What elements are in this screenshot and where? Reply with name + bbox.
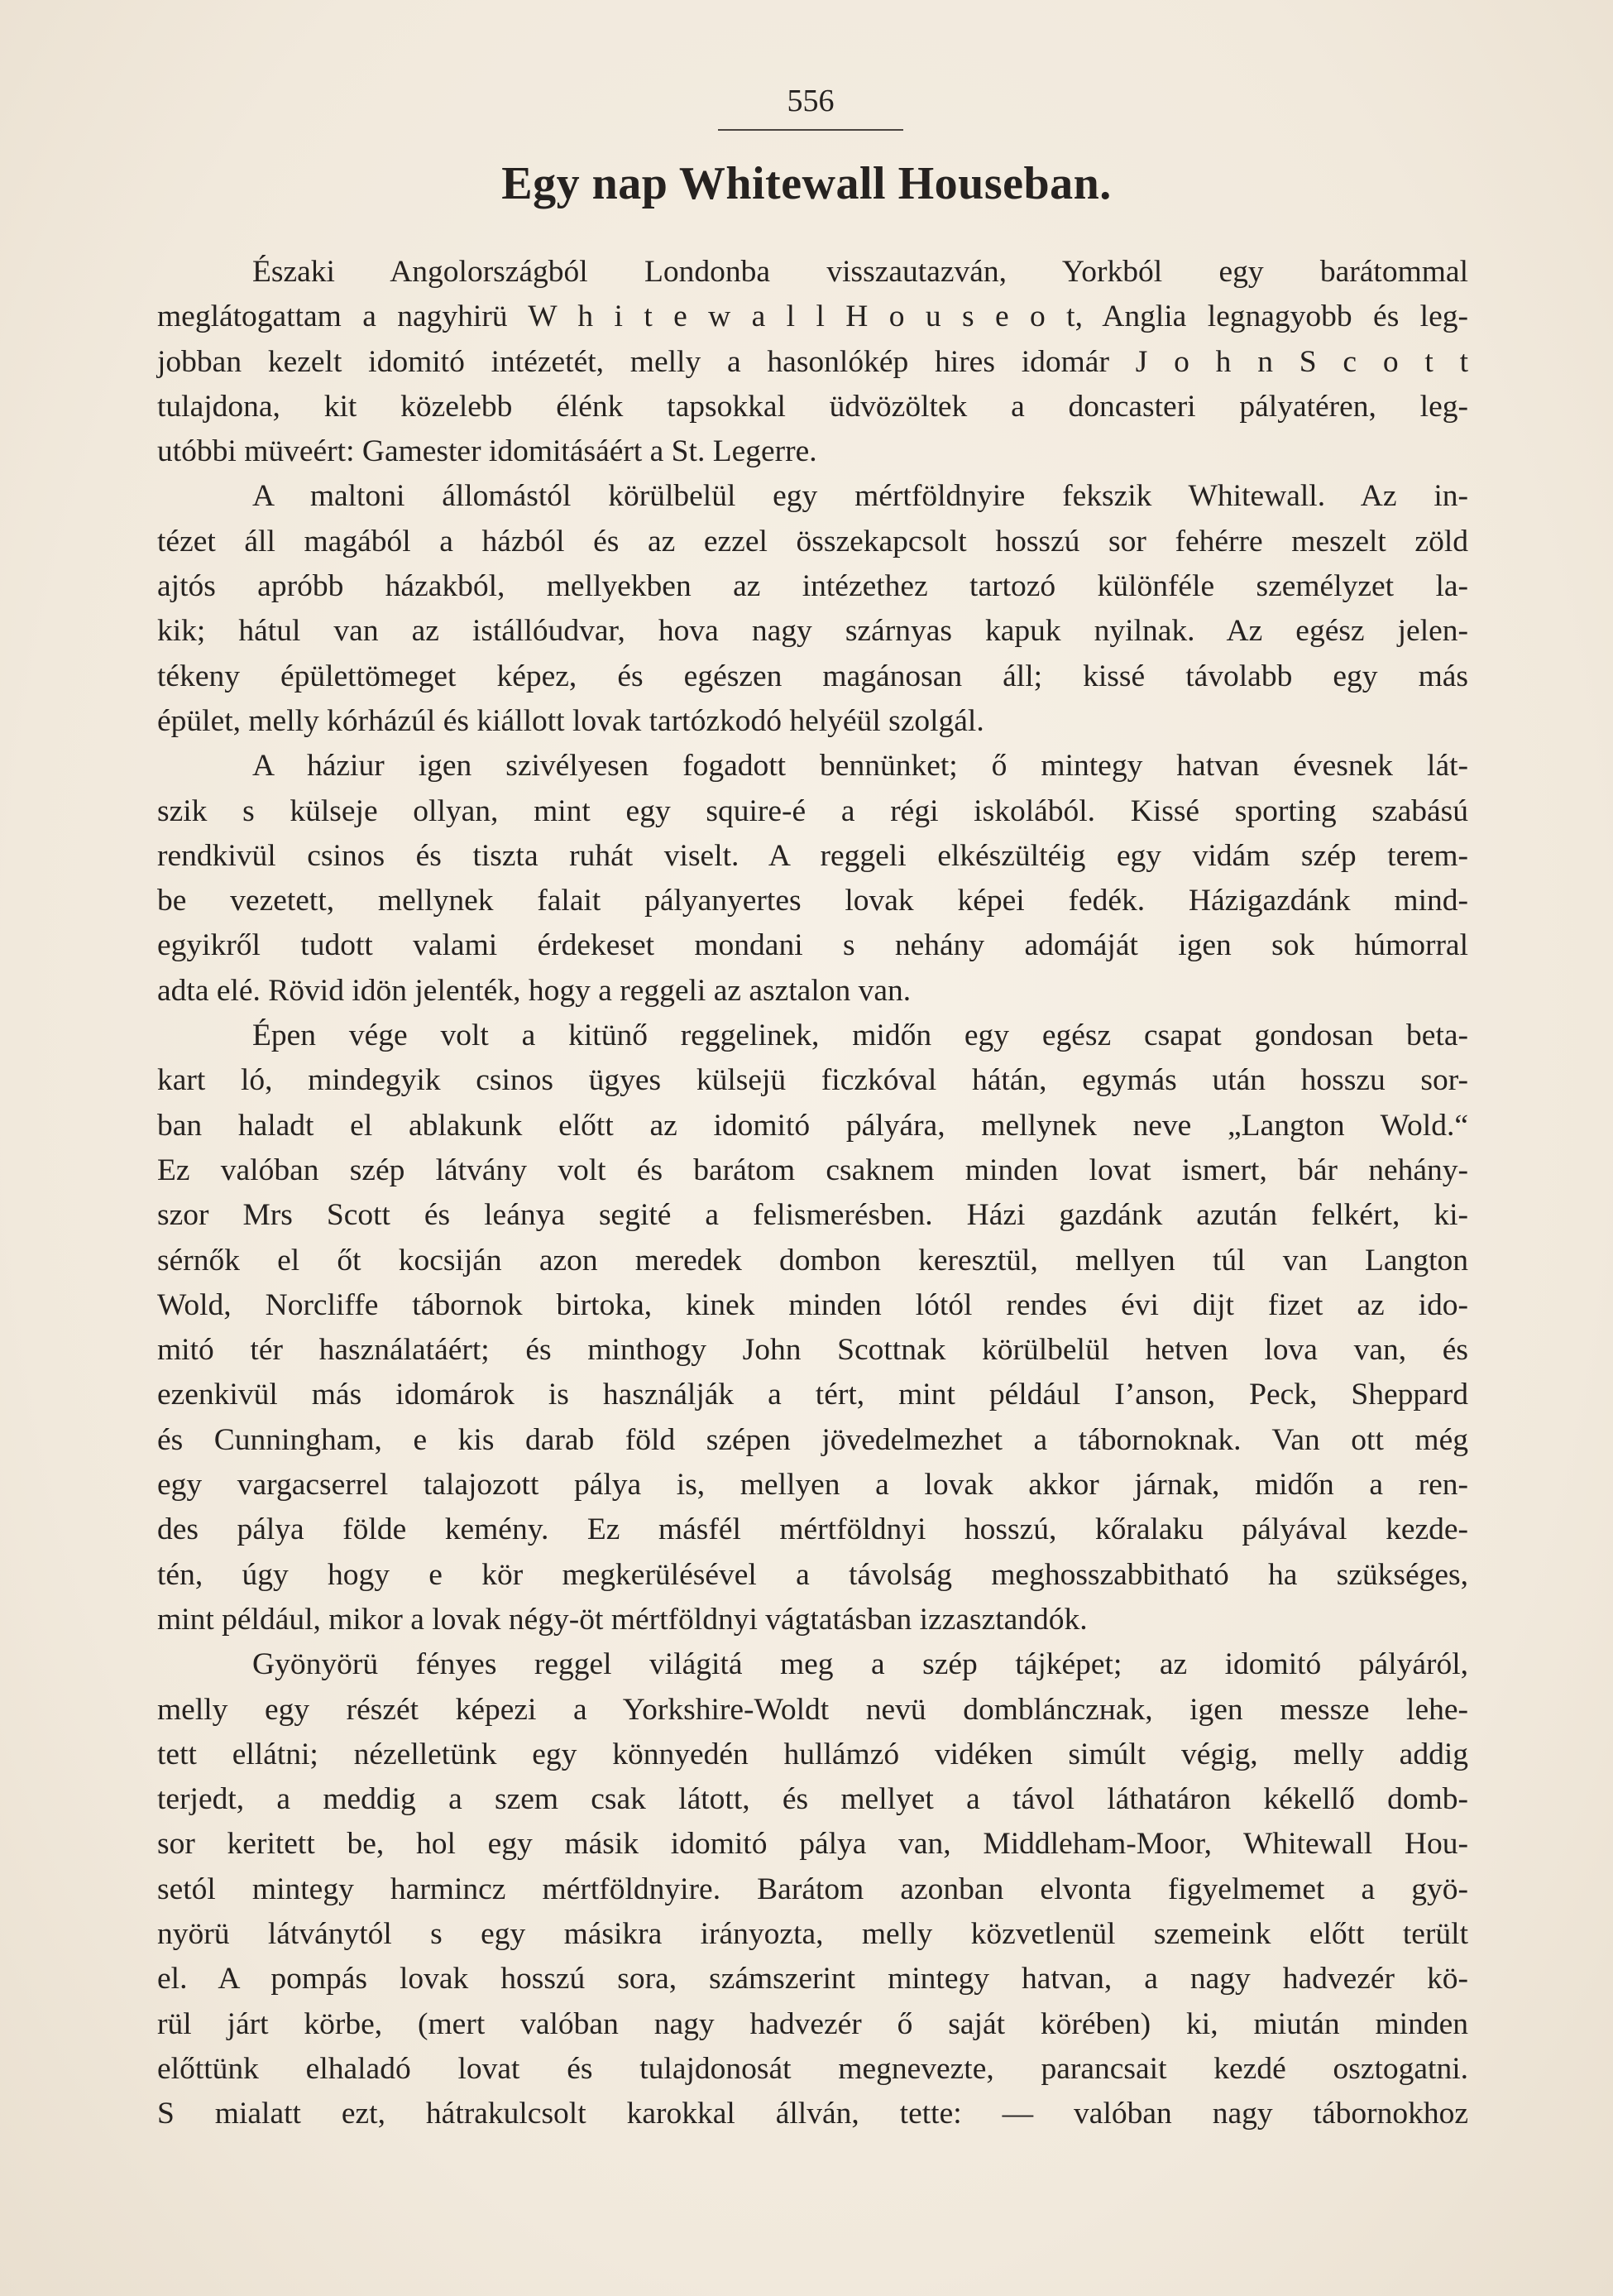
text-line: nyörü látványtól s egy másikra irányozta, melly közvetlenül szemeink előtt terült <box>157 1916 1468 1951</box>
text-line: el. A pompás lovak hosszú sora, számszerint mintegy hatvan, a nagy hadvezér kö- <box>157 1962 1468 1996</box>
text-line: Épen vége volt a kitünő reggelinek, midőn egy egész csapat gondosan beta- <box>252 1019 1468 1053</box>
header-rule <box>718 129 903 131</box>
text-line: szor Mrs Scott és leánya segité a felismerésben. Házi gazdánk azután felkért, ki- <box>157 1198 1468 1233</box>
text-line: Wold, Norcliffe tábornok birtoka, kinek minden lótól rendes évi dijt fizet az ido- <box>157 1287 1468 1322</box>
text-line: terjedt, a meddig a szem csak látott, és mellyet a távol láthatáron kékellő domb- <box>157 1782 1468 1817</box>
text-line: Ez valóban szép látvány volt és barátom csaknem minden lovat ismert, bár nehány- <box>157 1153 1468 1187</box>
text-line: tékeny épülettömeget képez, és egészen magánosan áll; kissé távolabb egy más <box>157 659 1468 693</box>
text-line: ajtós apróbb házakból, mellyekben az intézethez tartozó különféle személyzet la- <box>157 569 1468 604</box>
text-line: rendkivül csinos és tiszta ruhát viselt. A reggeli elkészültéig egy vidám szép terem- <box>157 838 1468 873</box>
text-line: A háziur igen szivélyesen fogadott bennünket; ő mintegy hatvan évesnek lát- <box>252 749 1468 784</box>
text-line: des pálya földe kemény. Ez másfél mértföldnyi hosszú, kőralaku pályával kezde- <box>157 1512 1468 1547</box>
text-line: jobban kezelt idomitó intézetét, melly a hasonlókép hires idomár J o h n S c o t t <box>157 344 1468 379</box>
text-line: A maltoni állomástól körülbelül egy mértföldnyire fekszik Whitewall. Az in- <box>252 479 1468 514</box>
text-line: mint például, mikor a lovak négy-öt mértföldnyi vágtatásban izzasztandók. <box>157 1602 1088 1637</box>
text-line: Gyönyörü fényes reggel világitá meg a szép tájképet; az idomitó pályáról, <box>252 1647 1468 1682</box>
text-line: egyikről tudott valami érdekeset mondani s nehány adomáját igen sok húmorral <box>157 928 1468 963</box>
text-line: tett ellátni; nézelletünk egy könnyedén hullámzó vidéken simúlt végig, melly addig <box>157 1737 1468 1771</box>
text-line: utóbbi müveért: Gamester idomitásáért a St. Legerre. <box>157 434 817 469</box>
text-line: meglátogattam a nagyhirü W h i t e w a l l H o u s e o t, Anglia legnagyobb és leg- <box>157 300 1468 334</box>
text-line: S mialatt ezt, hátrakulcsolt karokkal állván, tette: — valóban nagy tábornokhoz <box>157 2097 1468 2131</box>
text-line: Északi Angolországból Londonba visszautazván, Yorkból egy barátommal <box>252 255 1468 289</box>
text-line: és Cunningham, e kis darab föld szépen jövedelmezhet a tábornoknak. Van ott még <box>157 1422 1468 1457</box>
text-line: setól mintegy harmincz mértföldnyire. Barátom azonban elvonta figyelmemet a gyö- <box>157 1872 1468 1906</box>
text-line: tézet áll magából a házból és az ezzel összekapcsolt hosszú sor fehérre meszelt zöld <box>157 524 1468 558</box>
text-line: be vezetett, mellynek falait pályanyertes lovak képei fedék. Házigazdánk mind- <box>157 884 1468 918</box>
text-line: tulajdona, kit közelebb élénk tapsokkal üdvözöltek a doncasteri pályatéren, leg- <box>157 389 1468 424</box>
text-line: mitó tér használatáért; és minthogy John Scottnak körülbelül hetven lova van, és <box>157 1333 1468 1368</box>
text-line: ezenkivül más idomárok is használják a tért, mint például I’anson, Peck, Sheppard <box>157 1378 1468 1412</box>
text-line: sérnők el őt kocsiján azon meredek dombon keresztül, mellyen túl van Langton <box>157 1243 1468 1277</box>
article-body <box>157 250 1468 2136</box>
text-line: egy vargacserrel talajozott pálya is, mellyen a lovak akkor járnak, midőn a ren- <box>157 1468 1468 1503</box>
article-title: Egy nap Whitewall Houseban. <box>501 158 1112 209</box>
text-line: adta elé. Rövid idön jelenték, hogy a reggeli az asztalon van. <box>157 973 912 1008</box>
text-line: kik; hátul van az istállóudvar, hova nagy szárnyas kapuk nyilnak. Az egész jelen- <box>157 614 1468 649</box>
text-line: előttünk elhaladó lovat és tulajdonosát megnevezte, parancsait kezdé osztogatni. <box>157 2051 1468 2086</box>
text-line: ban haladt el ablakunk előtt az idomitó pályára, mellynek neve „Langton Wold.“ <box>157 1108 1468 1143</box>
text-line: épület, melly kórházúl és kiállott lovak tartózkodó helyéül szolgál. <box>157 703 984 738</box>
text-line: tén, úgy hogy e kör megkerülésével a távolság meghosszabbitható ha szükséges, <box>157 1557 1468 1592</box>
page-number: 556 <box>787 84 835 118</box>
text-line: kart ló, mindegyik csinos ügyes külsejü ficzkóval hátán, egymás után hosszu sor- <box>157 1063 1468 1098</box>
text-line: sor keritett be, hol egy másik idomitó pálya van, Middleham-Moor, Whitewall Hou- <box>157 1827 1468 1862</box>
text-line: melly egy részét képezi a Yorkshire-Woldt nevü domblánczнak, igen messze lehe- <box>157 1692 1468 1727</box>
text-line: szik s külseje ollyan, mint egy squire-é a régi iskolából. Kissé sporting szabású <box>157 793 1468 828</box>
text-line: rül járt körbe, (mert valóban nagy hadvezér ő saját körében) ki, miután minden <box>157 2006 1468 2041</box>
